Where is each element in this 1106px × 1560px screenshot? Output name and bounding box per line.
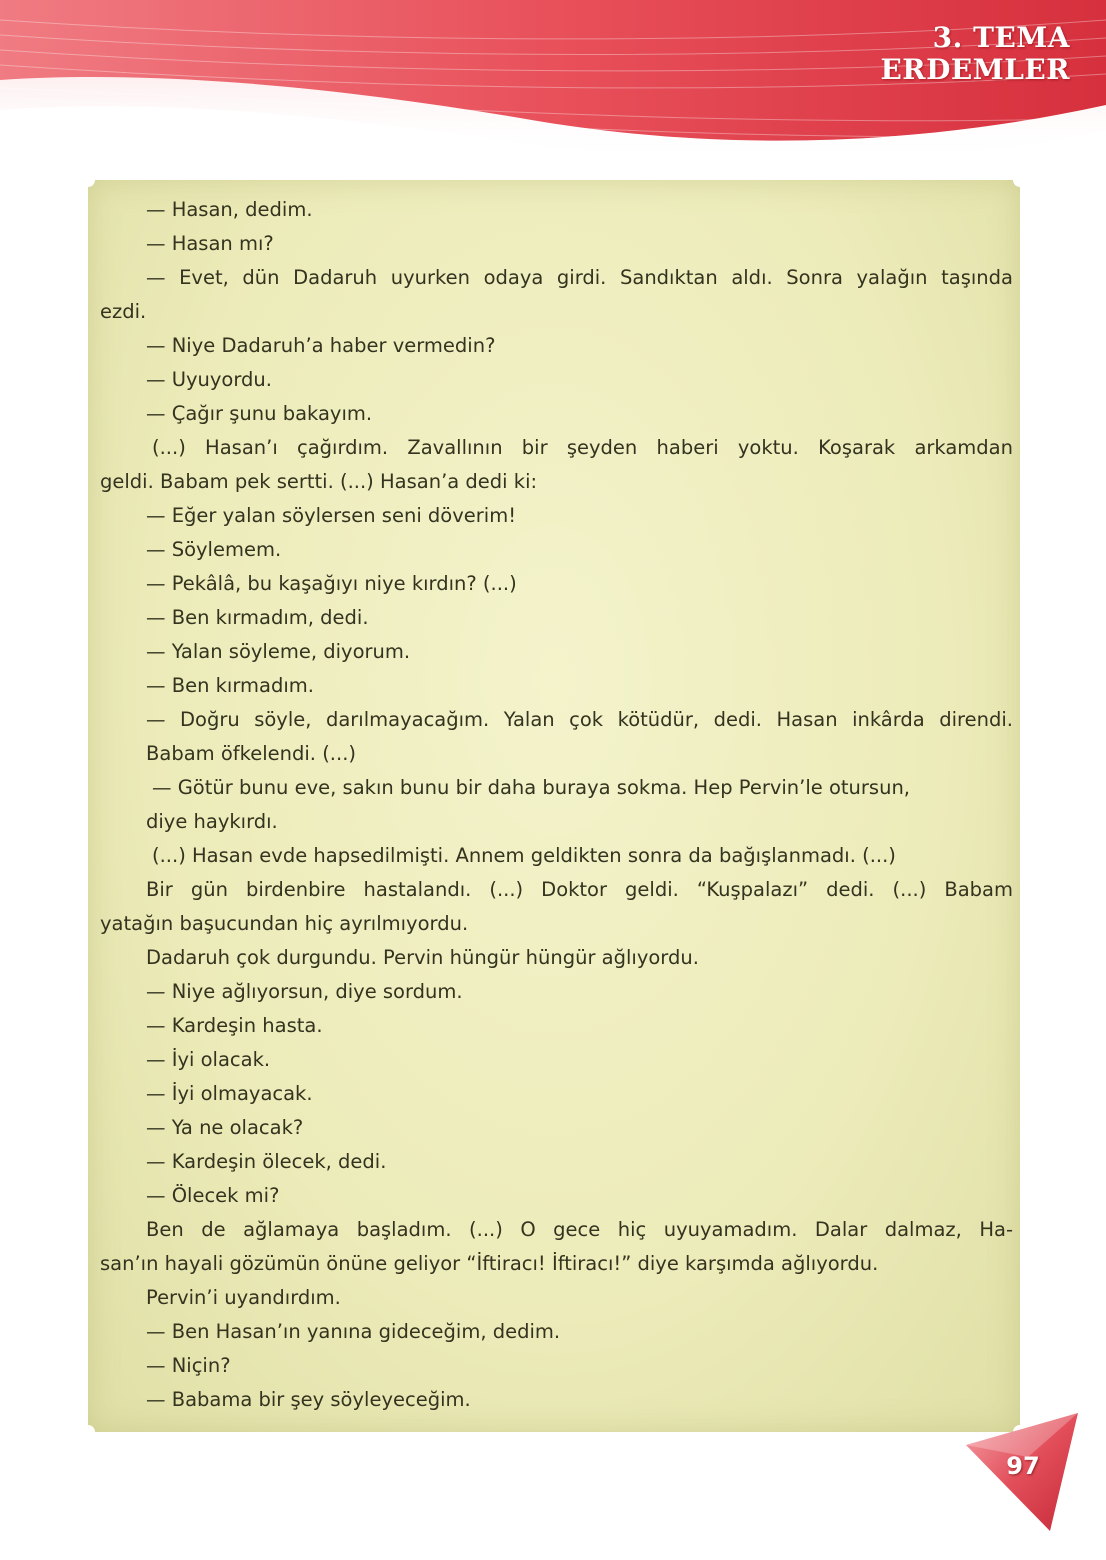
story-line: — Doğru söyle, darılmayacağım. Yalan çok kötüdür, dedi. Hasan inkârda direndi.	[146, 708, 1013, 731]
story-line: geldi. Babam pek sertti. (...) Hasan’a dedi ki:	[100, 470, 538, 493]
story-line: — Evet, dün Dadaruh uyurken odaya girdi. Sandıktan aldı. Sonra yalağın taşında	[146, 266, 1013, 289]
theme-number: 3. TEMA	[932, 21, 1070, 54]
story-line: san’ın hayali gözümün önüne geliyor “İftiracı! İftiracı!” diye karşımda ağlıyordu.	[100, 1252, 879, 1275]
story-line: — Kardeşin ölecek, dedi.	[146, 1150, 387, 1173]
story-line: Babam öfkelendi. (...)	[146, 742, 357, 765]
panel-corner-cutout	[81, 1425, 95, 1439]
story-line: Pervin’i uyandırdım.	[146, 1286, 341, 1309]
story-line: Ben de ağlamaya başladım. (...) O gece hiç uyuyamadım. Dalar dalmaz, Ha-	[146, 1218, 1013, 1241]
story-line: — Niçin?	[146, 1354, 231, 1377]
story-line: Dadaruh çok durgundu. Pervin hüngür hüngür ağlıyordu.	[146, 946, 699, 969]
story-line: — Pekâlâ, bu kaşağıyı niye kırdın? (...)	[146, 572, 517, 595]
story-line: ezdi.	[100, 300, 147, 323]
story-line: — Hasan mı?	[146, 232, 274, 255]
story-line: — Niye Dadaruh’a haber vermedin?	[146, 334, 496, 357]
story-line: — Ölecek mi?	[146, 1184, 280, 1207]
story-line: Bir gün birdenbire hastalandı. (...) Doktor geldi. “Kuşpalazı” dedi. (...) Babam	[146, 878, 1013, 901]
story-line: — Ben Hasan’ın yanına gideceğim, dedim.	[146, 1320, 561, 1343]
panel-corner-cutout	[81, 173, 95, 187]
story-line: (...) Hasan evde hapsedilmişti. Annem geldikten sonra da bağışlanmadı. (...)	[152, 844, 896, 867]
theme-name: ERDEMLER	[880, 53, 1070, 86]
story-line: — Ben kırmadım.	[146, 674, 314, 697]
story-text	[100, 193, 1013, 1417]
story-line: — Babama bir şey söyleyeceğim.	[146, 1388, 471, 1411]
story-line: — Eğer yalan söylersen seni döverim!	[146, 504, 517, 527]
story-line: — Söylemem.	[146, 538, 282, 561]
story-line: — Yalan söyleme, diyorum.	[146, 640, 411, 663]
story-line: — Çağır şunu bakayım.	[146, 402, 373, 425]
story-line: — Ya ne olacak?	[146, 1116, 304, 1139]
story-line: diye haykırdı.	[146, 810, 278, 833]
story-line: yatağın başucundan hiç ayrılmıyordu.	[100, 912, 469, 935]
theme-title	[880, 22, 1070, 86]
panel-corner-cutout	[1013, 173, 1027, 187]
story-line: — Hasan, dedim.	[146, 198, 313, 221]
story-line: — İyi olacak.	[146, 1048, 271, 1071]
story-line: — Kardeşin hasta.	[146, 1014, 323, 1037]
story-line: — Uyuyordu.	[146, 368, 272, 391]
page-number: 97	[1006, 1452, 1040, 1480]
story-line: — Niye ağlıyorsun, diye sordum.	[146, 980, 463, 1003]
story-line: — İyi olmayacak.	[146, 1082, 313, 1105]
story-line: — Götür bunu eve, sakın bunu bir daha buraya sokma. Hep Pervin’le otursun,	[152, 776, 911, 799]
story-line: (...) Hasan’ı çağırdım. Zavallının bir şeyden haberi yoktu. Koşarak arkamdan	[152, 436, 1013, 459]
story-line: — Ben kırmadım, dedi.	[146, 606, 369, 629]
